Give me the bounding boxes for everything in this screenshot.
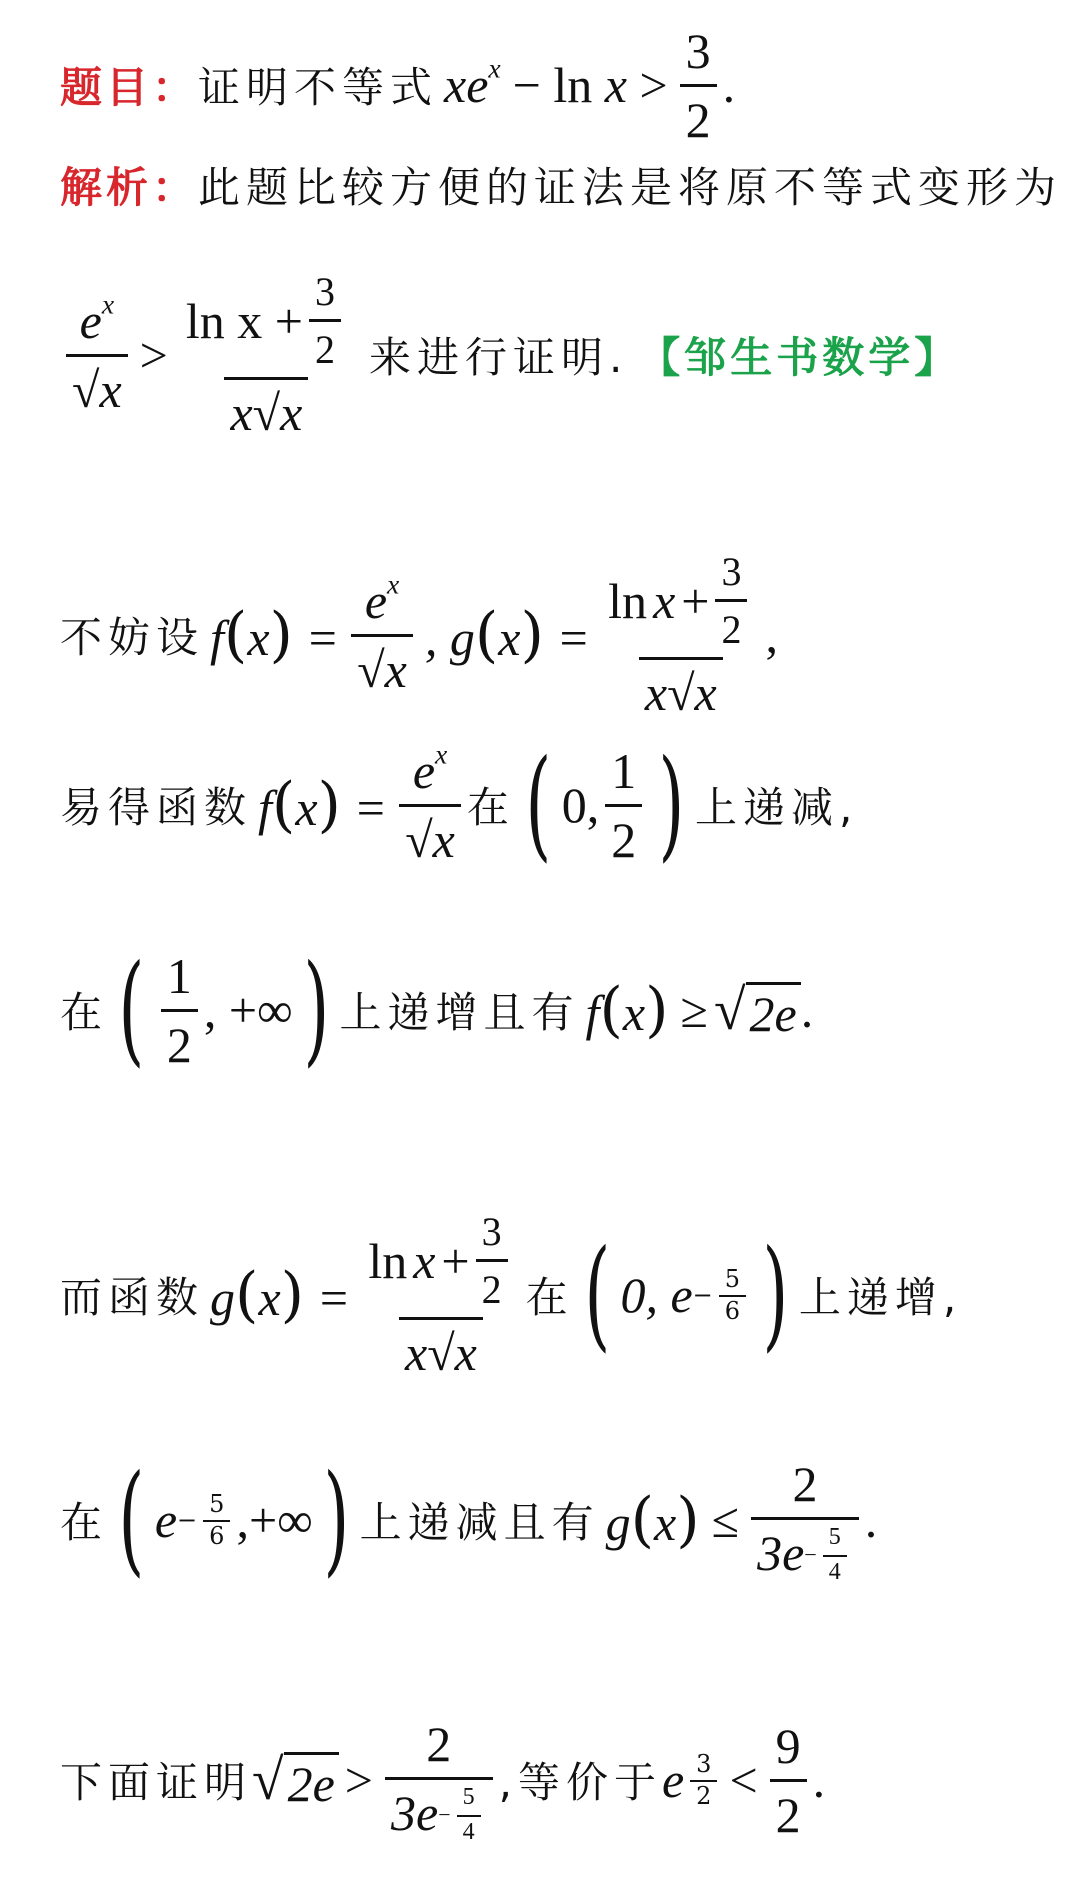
define-g: , g(x) = — [424, 600, 591, 670]
define-f: f(x) = — [210, 600, 340, 670]
left-paren: ( — [118, 940, 145, 1079]
final-e: e — [661, 1752, 685, 1808]
f-inc-sqrt: √ 2e — [714, 978, 801, 1043]
g-dec-fraction: 2 3e − $\frac{5}{4}$ — [751, 1455, 859, 1586]
right-paren: ) — [303, 940, 329, 1079]
g-dec-leq: ≤ — [711, 1492, 740, 1548]
problem-label: 题目： — [60, 63, 199, 112]
right-paren: ) — [323, 1450, 350, 1589]
final-nine-half: $\frac{9}{2}$ — [770, 1717, 807, 1844]
g-decreasing-line: 在 ( e − $\frac{5}{6}$ ,+∞ ) 上递减且有 g(x) ≤ 2 3e − $\frac{5}{4}$ . — [60, 1450, 878, 1589]
g-inc-text: 而函数 — [60, 1273, 205, 1322]
analysis-line — [60, 150, 1063, 220]
problem-line — [60, 22, 1040, 148]
f-inc-tail: 上递增且有 — [339, 988, 580, 1037]
problem-text: 证明不等式 — [198, 63, 439, 112]
f-dec-text: 易得函数 — [60, 783, 253, 832]
g-inc-exp: − $\frac{5}{6}$ — [693, 1267, 752, 1323]
right-paren: ) — [762, 1225, 789, 1364]
f-increasing-line: 在 ( $\frac{1}{2}$ , +∞ ) 上递增且有 f(x) ≥ √ 2e . — [60, 940, 814, 1079]
right-paren: ) — [658, 735, 685, 874]
left-paren: ( — [584, 1225, 610, 1364]
f-dec-in: 在 — [466, 783, 515, 832]
g-dec-inf: ,+∞ — [236, 1492, 313, 1548]
final-gt: > — [344, 1752, 373, 1808]
final-sqrt: √ 2e — [252, 1748, 339, 1813]
final-line: 下面证明 √ 2e > 2 3e − $\frac{5}{4}$ ,等价于 e $\frac{3}{2}$ < $\frac{9}{2}$ . — [60, 1715, 826, 1845]
transform-line — [60, 255, 1040, 455]
g-dec-tail: 上递减且有 — [359, 1498, 600, 1547]
f-dec-func: f(x) = — [258, 770, 388, 840]
f-decreasing-line — [60, 735, 1040, 875]
final-exp: $\frac{3}{2}$ — [684, 1752, 723, 1808]
final-equiv: ,等价于 — [498, 1758, 662, 1807]
transform-after: 来进行证明. — [368, 333, 629, 382]
g-inc-zero: 0, e — [620, 1267, 693, 1323]
left-paren: ( — [525, 735, 552, 874]
g-dec-in: 在 — [60, 1498, 109, 1547]
define-line: 不妨设 f(x) = $\frac{e^x}{√x}$ , g(x) = ln x + $\frac{3}{2}$ x√x , — [60, 549, 778, 721]
g-dec-exp: − $\frac{5}{6}$ — [177, 1492, 236, 1548]
problem-minus-ln: − ln x > — [512, 57, 668, 113]
f-inc-geq: ≥ — [680, 982, 708, 1038]
f-dec-fraction: $\frac{e^x}{√x}$ — [399, 742, 461, 869]
define-g-fraction: ln x + $\frac{3}{2}$ x√x — [602, 548, 759, 722]
transform-gt: > — [139, 327, 168, 383]
transform-left-fraction: $\frac{e^x}{√x}$ — [66, 292, 128, 419]
define-text: 不妨设 — [60, 613, 205, 662]
transform-right-fraction: ln x + $\frac{3}{2}$ x√x — [180, 268, 353, 442]
g-inc-fraction: ln x + $\frac{3}{2}$ x√x — [362, 1208, 519, 1382]
g-inc-tail: 上递增, — [798, 1273, 963, 1322]
g-inc-in: 在 — [525, 1273, 574, 1322]
final-text: 下面证明 — [60, 1758, 253, 1807]
g-dec-e: e — [154, 1492, 178, 1548]
f-inc-inf: , +∞ — [203, 982, 293, 1038]
final-fraction: 2 3e − $\frac{5}{4}$ — [385, 1715, 493, 1846]
analysis-label: 解析： — [60, 163, 199, 212]
brand-watermark: 【邹生书数学】 — [638, 333, 961, 382]
g-increasing-line — [60, 1195, 1040, 1395]
g-dec-func: g(x) — [605, 1485, 700, 1555]
f-dec-zero: 0, — [561, 777, 600, 833]
analysis-text: 此题比较方便的证法是将原不等式变形为 — [198, 163, 1063, 212]
f-inc-half: $\frac{1}{2}$ — [161, 947, 198, 1074]
f-dec-half: $\frac{1}{2}$ — [605, 742, 642, 869]
f-inc-in: 在 — [60, 988, 109, 1037]
define-f-fraction: $\frac{e^x}{√x}$ — [351, 572, 413, 699]
problem-fraction: $\frac{3}{2}$ — [680, 22, 717, 149]
f-inc-func: f(x) — [585, 975, 669, 1045]
problem-formula: $xe^x$ — [444, 52, 501, 113]
f-dec-tail: 上递减, — [695, 783, 859, 832]
left-paren: ( — [118, 1450, 145, 1589]
problem-period: . — [722, 57, 736, 113]
final-lt: < — [729, 1752, 758, 1808]
g-inc-func: g(x) = — [210, 1260, 351, 1330]
